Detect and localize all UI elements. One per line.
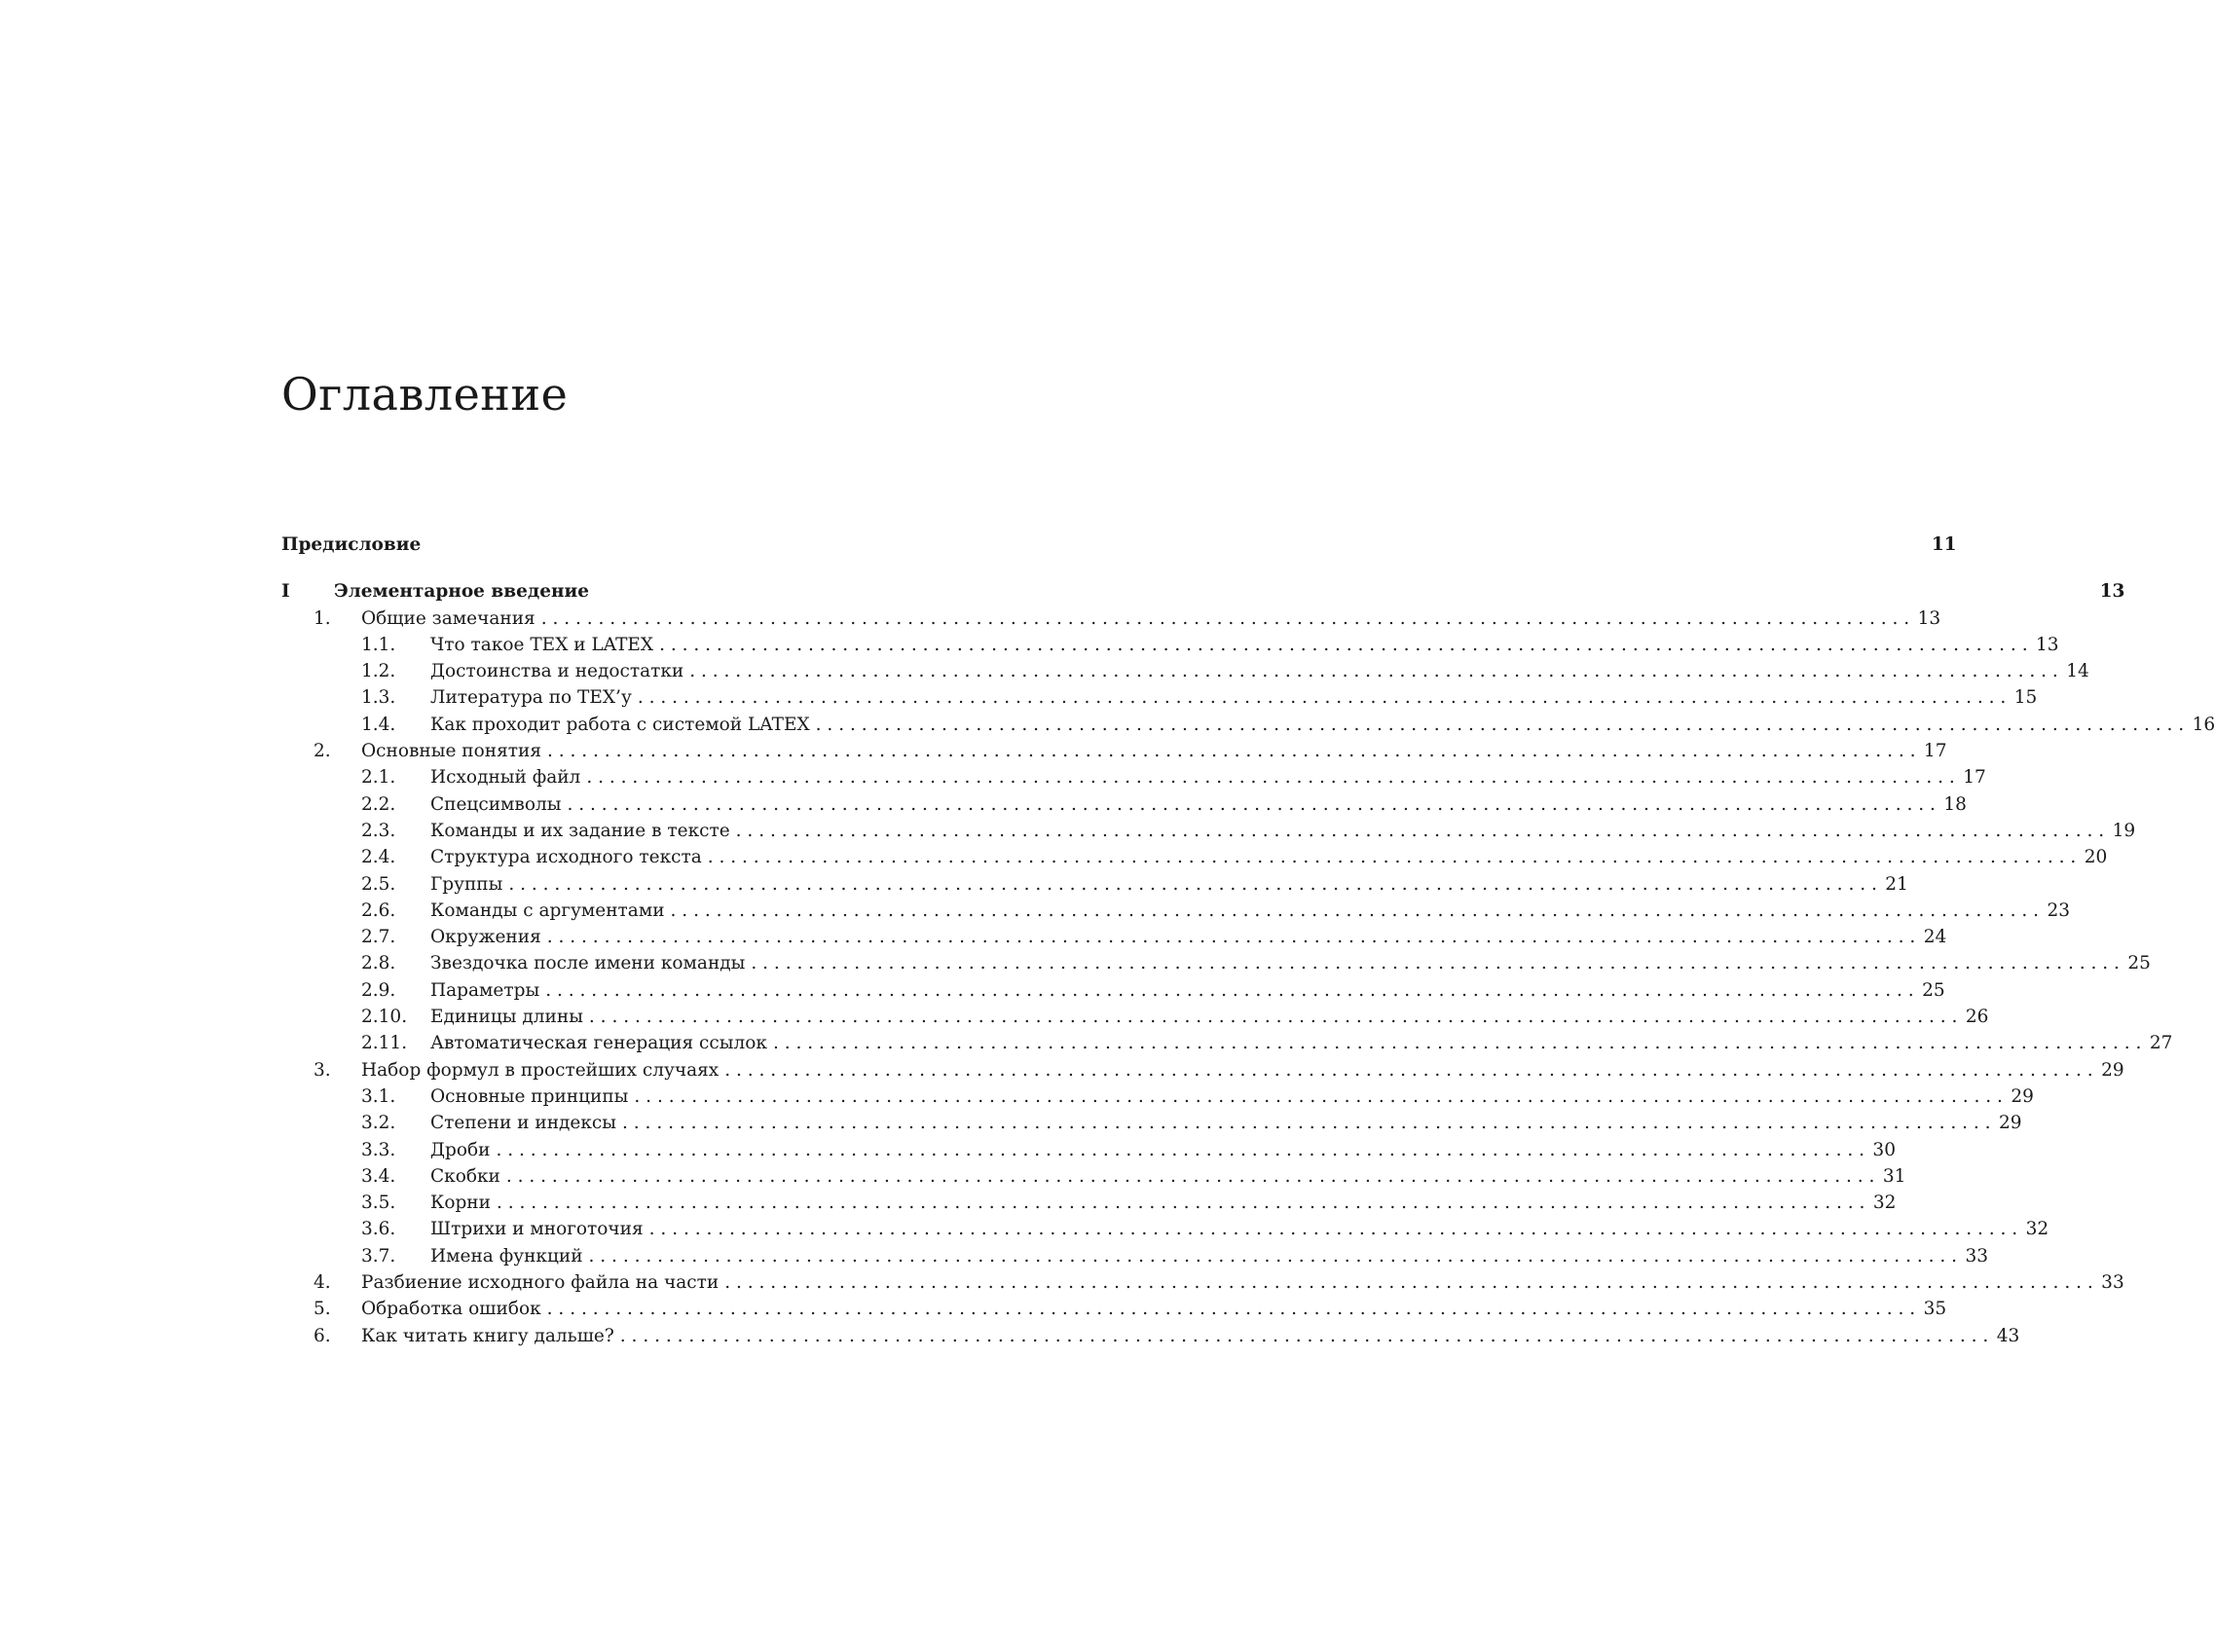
toc-entry-title: Окружения (430, 924, 541, 950)
toc-entry-number: 2.2. (361, 791, 430, 818)
toc-dot-leader: . . . . . . . . . . . . . . . . . . . . . . . . . . . . . . . . . . . . . . . . . . . . . . . . . . . . . . . . . . . . . . . . . . . . . . . . . . . . . . . . . . . . . . . . . . . . . . . . . . . . . . . . . . . . . . . . . . . . . . . . (508, 871, 1876, 898)
toc-entry-title: Имена функций (430, 1243, 583, 1269)
toc-entry[interactable] (281, 950, 983, 976)
toc-page-number: 17 (1961, 764, 1986, 790)
toc-dot-leader: . . . . . . . . . . . . . . . . . . . . . . . . . . . . . . . . . . . . . . . . . . . . . . . . . . . . . . . . . . . . . . . . . . . . . . . . . . . . . . . . . . . . . . . . . . . . . . . . . . . . . . . . . . . . . . . . . . . . . . . . (708, 844, 2076, 870)
toc-entry-number: 2.9. (361, 977, 430, 1004)
toc-entry-title: Исходный файл (430, 764, 580, 790)
toc-page-number: 19 (2110, 818, 2135, 844)
toc-dot-leader: . . . . . . . . . . . . . . . . . . . . . . . . . . . . . . . . . . . . . . . . . . . . . . . . . . . . . . . . . . . . . . . . . . . . . . . . . . . . . . . . . . . . . . . . . . . . . . . . . . . . . . . . . . . . . . . . . . . . . . . . (497, 1137, 1864, 1163)
toc-entry-number: 6. (314, 1323, 361, 1349)
toc-page-number: 15 (2012, 684, 2037, 711)
toc-entry-number: 3.4. (361, 1163, 430, 1190)
toc-entry-title: Общие замечания (361, 606, 535, 632)
toc-dot-leader: . . . . . . . . . . . . . . . . . . . . . . . . . . . . . . . . . . . . . . . . . . . . . . . . . . . . . . . . . . . . . . . . . . . . . . . . . . . . . . . . . . . . . . . . . . . . . . . . . . . . . . . . . . . . . . . . . . . . . . . . (736, 818, 2104, 844)
toc-page-number: 20 (2082, 844, 2107, 870)
toc-dot-leader: . . . . . . . . . . . . . . . . . . . . . . . . . . . . . . . . . . . . . . . . . . . . . . . . . . . . . . . . . . . . . . . . . . . . . . . . . . . . . . . . . . . . . . . . . . . . . . . . . . . . . . . . . . . . . . . . . . . . . . . . (751, 950, 2119, 976)
toc-entry-title: Элементарное введение (334, 578, 589, 605)
toc-dot-leader: . . . . . . . . . . . . . . . . . . . . . . . . . . . . . . . . . . . . . . . . . . . . . . . . . . . . . . . . . . . . . . . . . . . . . . . . . . . . . . . . . . . . . . . . . . . . . . . . . . . . . . . . . . . . . . . . . . . . . . . . (541, 606, 1909, 632)
toc-entry-title: Основные принципы (430, 1083, 628, 1110)
toc-entry-title: Скобки (430, 1163, 500, 1190)
toc-entry-number: 4. (314, 1269, 361, 1296)
toc-entry-number: 2.8. (361, 950, 430, 976)
toc-entry-title: Как проходит работа с системой LATEX (430, 712, 810, 738)
toc-page-number: 29 (1997, 1110, 2022, 1136)
toc-entry-title: Степени и индексы (430, 1110, 616, 1136)
toc-page-number: 13 (1915, 606, 1940, 632)
toc-entry[interactable] (281, 1216, 983, 1242)
toc-entry[interactable] (281, 658, 983, 684)
toc-entry[interactable] (281, 712, 983, 738)
toc-entry-title: Дроби (430, 1137, 491, 1163)
toc-page-number: 29 (2099, 1057, 2124, 1083)
toc-entry-title: Набор формул в простейших случаях (361, 1057, 719, 1083)
toc-entry-title: Единицы длины (430, 1004, 583, 1030)
toc-dot-leader: . . . . . . . . . . . . . . . . . . . . . . . . . . . . . . . . . . . . . . . . . . . . . . . . . . . . . . . . . . . . . . . . . . . . . . . . . . . . . . . . . . . . . . . . . . . . . . . . . . . . . . . . . . . . . . . . . . . . . . . . (567, 791, 1935, 818)
toc-entry-number: 3. (314, 1057, 361, 1083)
toc-dot-leader: . . . . . . . . . . . . . . . . . . . . . . . . . . . . . . . . . . . . . . . . . . . . . . . . . . . . . . . . . . . . . . . . . . . . . . . . . . . . . . . . . . . . . . . . . . . . . . . . . . . . . . . . . . . . . . . . . . . . . . . . (622, 1110, 1990, 1136)
toc-dot-leader: . . . . . . . . . . . . . . . . . . . . . . . . . . . . . . . . . . . . . . . . . . . . . . . . . . . . . . . . . . . . . . . . . . . . . . . . . . . . . . . . . . . . . . . . . . . . . . . . . . . . . . . . . . . . . . . . . . . . . . . . (586, 764, 1954, 790)
toc-dot-leader: . . . . . . . . . . . . . . . . . . . . . . . . . . . . . . . . . . . . . . . . . . . . . . . . . . . . . . . . . . . . . . . . . . . . . . . . . . . . . . . . . . . . . . . . . . . . . . . . . . . . . . . . . . . . . . . . . . . . . . . . (659, 632, 2027, 658)
toc-entry-number: 1.1. (361, 632, 430, 658)
toc-entry-number: 2.1. (361, 764, 430, 790)
toc-page-number: 14 (2064, 658, 2089, 684)
table-of-contents (281, 532, 983, 1349)
toc-dot-leader: . . . . . . . . . . . . . . . . . . . . . . . . . . . . . . . . . . . . . . . . . . . . . . . . . . . . . . . . . . . . . . . . . . . . . . . . . . . . . . . . . . . . . . . . . . . . . . . . . . . . . . . . . . . . . . . . . . . . . . . . (816, 712, 2184, 738)
toc-entry-title: Разбиение исходного файла на части (361, 1269, 719, 1296)
toc-entry[interactable] (281, 1243, 983, 1269)
toc-entry[interactable] (281, 1137, 983, 1163)
toc-entry-number: 1.4. (361, 712, 430, 738)
toc-entry-number: 2.6. (361, 898, 430, 924)
toc-dot-leader: . . . . . . . . . . . . . . . . . . . . . . . . . . . . . . . . . . . . . . . . . . . . . . . . . . . . . . . . . . . . . . . . . . . . . . . . . . . . . . . . . . . . . . . . . . . . . . . . . . . . . . . . . . . . . . . . . . . . . . . . (547, 738, 1915, 764)
toc-page-number: 16 (2190, 712, 2215, 738)
toc-page-number: 35 (1921, 1296, 1946, 1322)
toc-entry[interactable] (281, 924, 983, 950)
toc-page-number: 18 (1941, 791, 1967, 818)
toc-entry[interactable] (281, 844, 983, 870)
toc-entry-title: Структура исходного текста (430, 844, 702, 870)
toc-entry[interactable] (281, 871, 983, 898)
toc-page-number: 21 (1883, 871, 1908, 898)
toc-page-number: 33 (2099, 1269, 2124, 1296)
toc-entry[interactable] (281, 1190, 983, 1216)
toc-entry-number: 3.5. (361, 1190, 430, 1216)
toc-entry-title: Штрихи и многоточия (430, 1216, 644, 1242)
toc-entry-number: 2.7. (361, 924, 430, 950)
toc-dot-leader: . . . . . . . . . . . . . . . . . . . . . . . . . . . . . . . . . . . . . . . . . . . . . . . . . . . . . . . . . . . . . . . . . . . . . . . . . . . . . . . . . . . . . . . . . . . . . . . . . . . . . . . . . . . . . . . . . . . . . . . . (689, 658, 2057, 684)
toc-entry-number: 3.7. (361, 1243, 430, 1269)
toc-entry-title: Основные понятия (361, 738, 541, 764)
toc-entry-number: 3.3. (361, 1137, 430, 1163)
toc-page-number: 13 (2099, 578, 2124, 605)
toc-entry[interactable] (281, 738, 983, 764)
toc-entry[interactable] (281, 1083, 983, 1110)
toc-page-number: 31 (1880, 1163, 1905, 1190)
toc-page-number: 25 (1920, 977, 1945, 1004)
toc-entry-title: Корни (430, 1190, 491, 1216)
toc-entry[interactable] (281, 818, 983, 844)
toc-entry-title: Команды и их задание в тексте (430, 818, 730, 844)
toc-entry[interactable] (281, 606, 983, 632)
toc-entry-number: 2.10. (361, 1004, 430, 1030)
toc-entry-number: 3.2. (361, 1110, 430, 1136)
toc-entry[interactable] (281, 1057, 983, 1083)
toc-page-number: 32 (2023, 1216, 2049, 1242)
toc-page-number: 24 (1921, 924, 1946, 950)
toc-dot-leader: . . . . . . . . . . . . . . . . . . . . . . . . . . . . . . . . . . . . . . . . . . . . . . . . . . . . . . . . . . . . . . . . . . . . . . . . . . . . . . . . . . . . . . . . . . . . . . . . . . . . . . . . . . . . . . . . . . . . . . . . (724, 1269, 2092, 1296)
toc-entry-number: 3.6. (361, 1216, 430, 1242)
toc-entry[interactable] (281, 898, 983, 924)
toc-entry-title: Параметры (430, 977, 539, 1004)
toc-page-number: 25 (2125, 950, 2151, 976)
toc-page-number: 30 (1870, 1137, 1896, 1163)
toc-entry[interactable] (281, 684, 983, 711)
toc-dot-leader: . . . . . . . . . . . . . . . . . . . . . . . . . . . . . . . . . . . . . . . . . . . . . . . . . . . . . . . . . . . . . . . . . . . . . . . . . . . . . . . . . . . . . . . . . . . . . . . . . . . . . . . . . . . . . . . . . . . . . . . . (589, 1004, 1957, 1030)
toc-dot-leader: . . . . . . . . . . . . . . . . . . . . . . . . . . . . . . . . . . . . . . . . . . . . . . . . . . . . . . . . . . . . . . . . . . . . . . . . . . . . . . . . . . . . . . . . . . . . . . . . . . . . . . . . . . . . . . . . . . . . . . . . (649, 1216, 2017, 1242)
toc-entry-title: Литература по TEX’у (430, 684, 632, 711)
toc-entry-number: I (281, 578, 334, 605)
toc-entry[interactable] (281, 977, 983, 1004)
toc-entry-number: 2.3. (361, 818, 430, 844)
toc-entry-title: Звездочка после имени команды (430, 950, 745, 976)
toc-page-number: 43 (1994, 1323, 2019, 1349)
toc-dot-leader: . . . . . . . . . . . . . . . . . . . . . . . . . . . . . . . . . . . . . . . . . . . . . . . . . . . . . . . . . . . . . . . . . . . . . . . . . . . . . . . . . . . . . . . . . . . . . . . . . . . . . . . . . . . . . . . . . . . . . . . . (545, 977, 1913, 1004)
toc-page-number: 11 (1932, 532, 1957, 558)
toc-entry-number: 5. (314, 1296, 361, 1322)
toc-entry[interactable] (281, 1323, 983, 1349)
toc-entry-title: Как читать книгу дальше? (361, 1323, 614, 1349)
toc-entry-title: Обработка ошибок (361, 1296, 541, 1322)
toc-entry-number: 2.4. (361, 844, 430, 870)
toc-entry[interactable] (281, 791, 983, 818)
toc-dot-leader: . . . . . . . . . . . . . . . . . . . . . . . . . . . . . . . . . . . . . . . . . . . . . . . . . . . . . . . . . . . . . . . . . . . . . . . . . . . . . . . . . . . . . . . . . . . . . . . . . . . . . . . . . . . . . . . . . . . . . . . . (497, 1190, 1864, 1216)
toc-entry-number: 3.1. (361, 1083, 430, 1110)
toc-entry-title: Предисловие (281, 532, 421, 558)
toc-dot-leader: . . . . . . . . . . . . . . . . . . . . . . . . . . . . . . . . . . . . . . . . . . . . . . . . . . . . . . . . . . . . . . . . . . . . . . . . . . . . . . . . . . . . . . . . . . . . . . . . . . . . . . . . . . . . . . . . . . . . . . . . (634, 1083, 2002, 1110)
toc-entry[interactable] (281, 1163, 983, 1190)
toc-page-number: 26 (1963, 1004, 1988, 1030)
toc-entry[interactable] (281, 1030, 983, 1056)
toc-entry-title: Что такое TEX и LATEX (430, 632, 653, 658)
toc-page-number: 29 (2009, 1083, 2034, 1110)
toc-entry-number: 2.5. (361, 871, 430, 898)
toc-page-number: 33 (1963, 1243, 1988, 1269)
toc-dot-leader: . . . . . . . . . . . . . . . . . . . . . . . . . . . . . . . . . . . . . . . . . . . . . . . . . . . . . . . . . . . . . . . . . . . . . . . . . . . . . . . . . . . . . . . . . . . . . . . . . . . . . . . . . . . . . . . . . . . . . . . . (547, 924, 1915, 950)
toc-entry-title: Группы (430, 871, 502, 898)
toc-entry-title: Команды с аргументами (430, 898, 665, 924)
toc-entry[interactable] (281, 1269, 983, 1296)
toc-entry-title: Спецсимволы (430, 791, 561, 818)
toc-entry-number: 1. (314, 606, 361, 632)
toc-entry-number: 1.3. (361, 684, 430, 711)
toc-part-entry[interactable] (281, 578, 983, 605)
toc-dot-leader: . . . . . . . . . . . . . . . . . . . . . . . . . . . . . . . . . . . . . . . . . . . . . . . . . . . . . . . . . . . . . . . . . . . . . . . . . . . . . . . . . . . . . . . . . . . . . . . . . . . . . . . . . . . . . . . . . . . . . . . . (589, 1243, 1957, 1269)
toc-entry[interactable] (281, 764, 983, 790)
toc-page-number: 13 (2034, 632, 2059, 658)
toc-dot-leader: . . . . . . . . . . . . . . . . . . . . . . . . . . . . . . . . . . . . . . . . . . . . . . . . . . . . . . . . . . . . . . . . . . . . . . . . . . . . . . . . . . . . . . . . . . . . . . . . . . . . . . . . . . . . . . . . . . . . . . . . (638, 684, 2006, 711)
toc-dot-leader: . . . . . . . . . . . . . . . . . . . . . . . . . . . . . . . . . . . . . . . . . . . . . . . . . . . . . . . . . . . . . . . . . . . . . . . . . . . . . . . . . . . . . . . . . . . . . . . . . . . . . . . . . . . . . . . . . . . . . . . . (724, 1057, 2092, 1083)
toc-entry-number: 2.11. (361, 1030, 430, 1056)
toc-dot-leader: . . . . . . . . . . . . . . . . . . . . . . . . . . . . . . . . . . . . . . . . . . . . . . . . . . . . . . . . . . . . . . . . . . . . . . . . . . . . . . . . . . . . . . . . . . . . . . . . . . . . . . . . . . . . . . . . . . . . . . . . (547, 1296, 1915, 1322)
toc-dot-leader: . . . . . . . . . . . . . . . . . . . . . . . . . . . . . . . . . . . . . . . . . . . . . . . . . . . . . . . . . . . . . . . . . . . . . . . . . . . . . . . . . . . . . . . . . . . . . . . . . . . . . . . . . . . . . . . . . . . . . . . . (773, 1030, 2141, 1056)
toc-part-entry[interactable] (281, 532, 983, 558)
toc-entry-title: Автоматическая генерация ссылок (430, 1030, 767, 1056)
toc-entry-number: 2. (314, 738, 361, 764)
page-title: Оглавление (281, 372, 568, 417)
toc-page-number: 32 (1870, 1190, 1896, 1216)
toc-entry[interactable] (281, 1296, 983, 1322)
toc-entry[interactable] (281, 1110, 983, 1136)
toc-dot-leader: . . . . . . . . . . . . . . . . . . . . . . . . . . . . . . . . . . . . . . . . . . . . . . . . . . . . . . . . . . . . . . . . . . . . . . . . . . . . . . . . . . . . . . . . . . . . . . . . . . . . . . . . . . . . . . . . . . . . . . . . (620, 1323, 1988, 1349)
toc-dot-leader: . . . . . . . . . . . . . . . . . . . . . . . . . . . . . . . . . . . . . . . . . . . . . . . . . . . . . . . . . . . . . . . . . . . . . . . . . . . . . . . . . . . . . . . . . . . . . . . . . . . . . . . . . . . . . . . . . . . . . . . . (506, 1163, 1874, 1190)
toc-entry[interactable] (281, 1004, 983, 1030)
toc-page-number: 17 (1921, 738, 1946, 764)
toc-page-number: 23 (2045, 898, 2070, 924)
toc-page-number: 27 (2147, 1030, 2172, 1056)
toc-entry-title: Достоинства и недостатки (430, 658, 683, 684)
toc-dot-leader: . . . . . . . . . . . . . . . . . . . . . . . . . . . . . . . . . . . . . . . . . . . . . . . . . . . . . . . . . . . . . . . . . . . . . . . . . . . . . . . . . . . . . . . . . . . . . . . . . . . . . . . . . . . . . . . . . . . . . . . . (671, 898, 2039, 924)
toc-entry[interactable] (281, 632, 983, 658)
toc-entry-number: 1.2. (361, 658, 430, 684)
